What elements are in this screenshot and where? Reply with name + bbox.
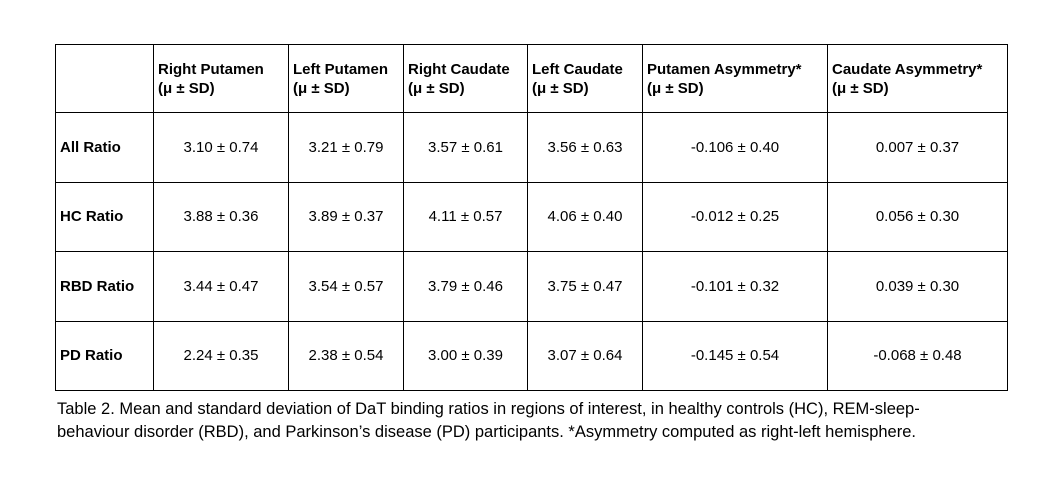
row-label: All Ratio bbox=[56, 113, 154, 183]
header-row bbox=[56, 45, 1008, 113]
data-cell: -0.012 ± 0.25 bbox=[643, 182, 828, 252]
row-label: PD Ratio bbox=[56, 321, 154, 391]
row-label: RBD Ratio bbox=[56, 252, 154, 322]
data-cell: 0.007 ± 0.37 bbox=[828, 113, 1008, 183]
table-caption bbox=[57, 398, 1037, 444]
data-cell: 3.57 ± 0.61 bbox=[404, 113, 528, 183]
data-cell: 3.10 ± 0.74 bbox=[154, 113, 289, 183]
data-cell: 4.06 ± 0.40 bbox=[528, 182, 643, 252]
data-cell: 3.89 ± 0.37 bbox=[289, 182, 404, 252]
column-header-label: Putamen Asymmetry* bbox=[647, 60, 802, 78]
column-header-sub: (μ ± SD) bbox=[293, 79, 350, 97]
column-header-left-putamen bbox=[289, 45, 404, 113]
column-header-right-putamen bbox=[154, 45, 289, 113]
caption-line-2: behaviour disorder (RBD), and Parkinson’s disease (PD) participants. *Asymmetry computed as right-left hemisphere. bbox=[57, 423, 916, 441]
column-header-sub: (μ ± SD) bbox=[408, 79, 465, 97]
data-cell: 3.44 ± 0.47 bbox=[154, 252, 289, 322]
column-header-label: Left Caudate bbox=[532, 60, 623, 78]
column-header-left-caudate bbox=[528, 45, 643, 113]
dat-binding-ratio-table bbox=[55, 44, 1008, 391]
data-cell: -0.106 ± 0.40 bbox=[643, 113, 828, 183]
data-cell: 3.56 ± 0.63 bbox=[528, 113, 643, 183]
column-header-sub: (μ ± SD) bbox=[532, 79, 589, 97]
corner-cell bbox=[56, 45, 154, 113]
table-row-rbd-ratio bbox=[56, 252, 1008, 322]
data-cell: -0.101 ± 0.32 bbox=[643, 252, 828, 322]
table-row-hc-ratio bbox=[56, 182, 1008, 252]
data-cell: 4.11 ± 0.57 bbox=[404, 182, 528, 252]
column-header-label: Left Putamen bbox=[293, 60, 389, 78]
data-cell: 3.00 ± 0.39 bbox=[404, 321, 528, 391]
data-cell: 3.88 ± 0.36 bbox=[154, 182, 289, 252]
row-label: HC Ratio bbox=[56, 182, 154, 252]
caption-line-1: Table 2. Mean and standard deviation of DaT binding ratios in regions of interest, in healthy controls (HC), REM-sleep- bbox=[57, 400, 920, 418]
column-header-label: Caudate Asymmetry* bbox=[832, 60, 983, 78]
column-header-right-caudate bbox=[404, 45, 528, 113]
data-cell: 3.75 ± 0.47 bbox=[528, 252, 643, 322]
column-header-sub: (μ ± SD) bbox=[158, 79, 215, 97]
table-row-pd-ratio bbox=[56, 321, 1008, 391]
data-cell: 3.79 ± 0.46 bbox=[404, 252, 528, 322]
column-header-sub: (μ ± SD) bbox=[832, 79, 889, 97]
column-header-label: Right Putamen bbox=[158, 60, 264, 78]
data-cell: 3.07 ± 0.64 bbox=[528, 321, 643, 391]
data-cell: 2.24 ± 0.35 bbox=[154, 321, 289, 391]
column-header-sub: (μ ± SD) bbox=[647, 79, 704, 97]
column-header-label: Right Caudate bbox=[408, 60, 510, 78]
data-cell: 3.54 ± 0.57 bbox=[289, 252, 404, 322]
data-cell: -0.145 ± 0.54 bbox=[643, 321, 828, 391]
column-header-caudate-asymmetry bbox=[828, 45, 1008, 113]
data-cell: -0.068 ± 0.48 bbox=[828, 321, 1008, 391]
column-header-putamen-asymmetry bbox=[643, 45, 828, 113]
data-cell: 0.039 ± 0.30 bbox=[828, 252, 1008, 322]
data-cell: 2.38 ± 0.54 bbox=[289, 321, 404, 391]
data-cell: 0.056 ± 0.30 bbox=[828, 182, 1008, 252]
data-cell: 3.21 ± 0.79 bbox=[289, 113, 404, 183]
table-row-all-ratio bbox=[56, 113, 1008, 183]
